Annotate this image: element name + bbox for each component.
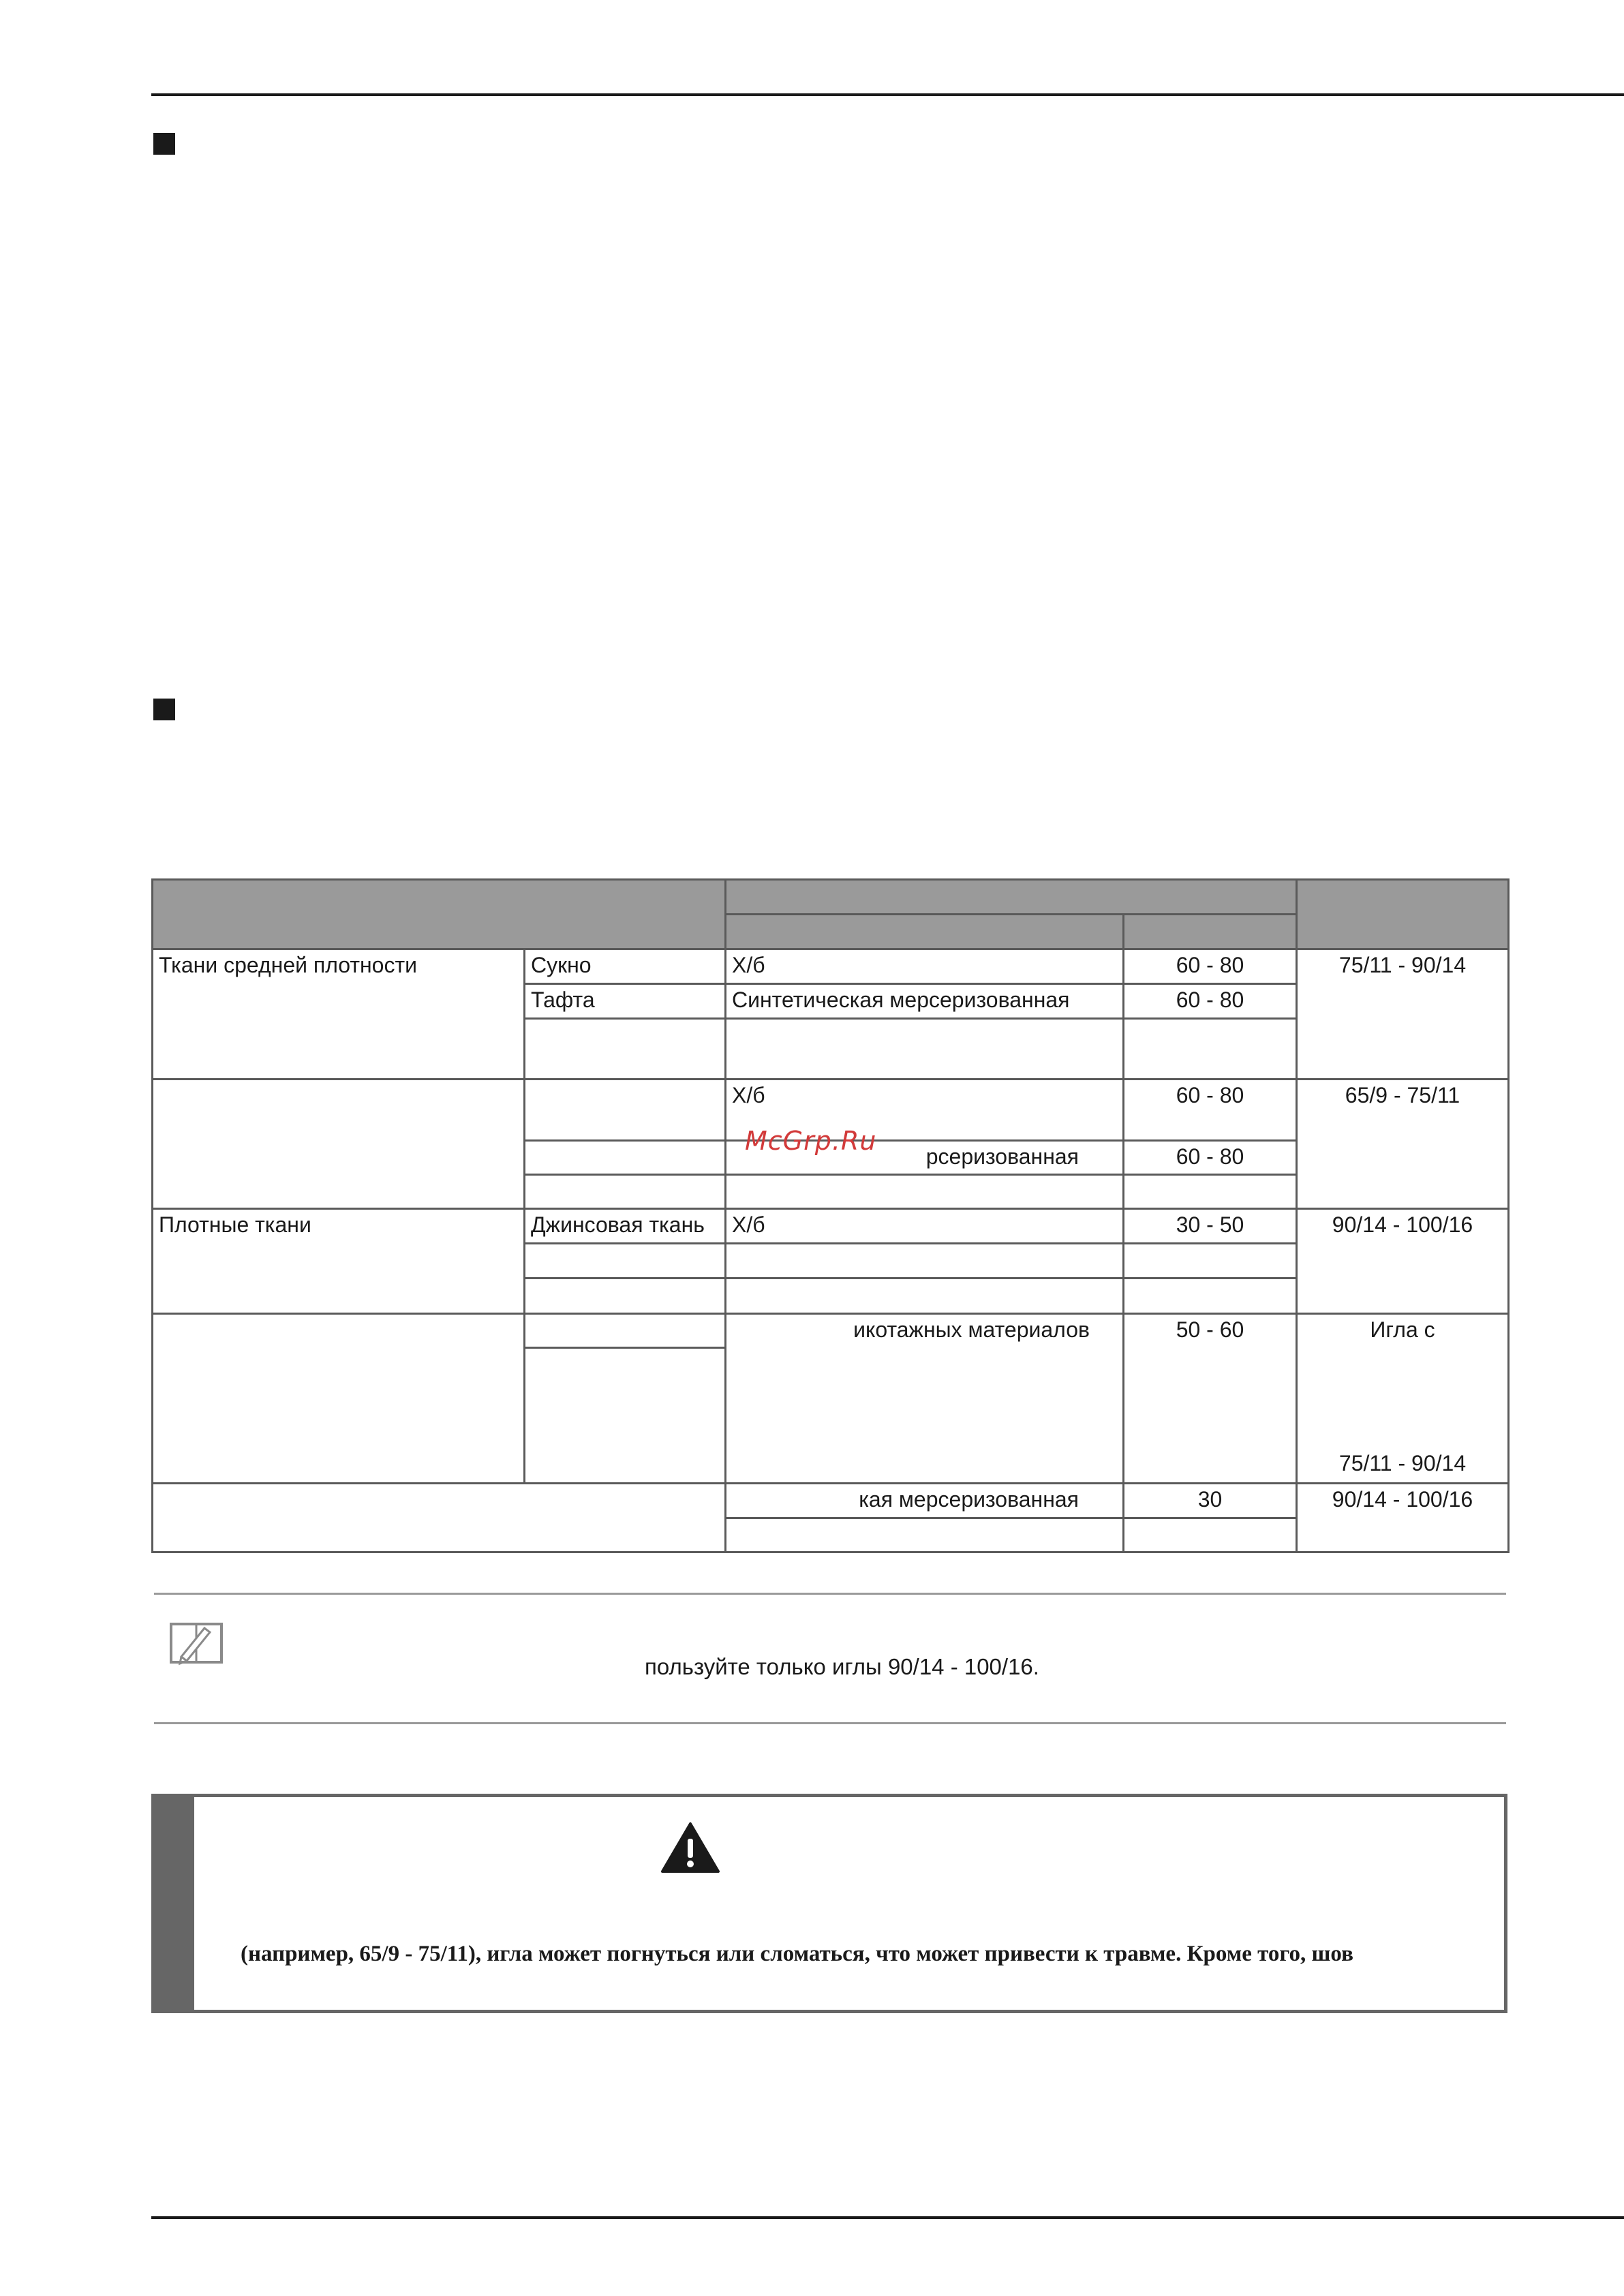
caution-side-bar (155, 1797, 194, 2010)
cell-weight: 60 - 80 (1124, 1141, 1297, 1175)
cell-thread-text: кая мерсеризованная (859, 1487, 1079, 1512)
note-bottom-rule (154, 1722, 1506, 1724)
header-needle (1297, 880, 1509, 949)
needle-thread-table (151, 878, 1510, 1553)
cell-weight (1124, 1279, 1297, 1314)
needle-top-text: Игла с (1370, 1317, 1435, 1342)
top-rule (151, 93, 1624, 96)
cell-fabric: Сукно (525, 949, 726, 984)
note-box (154, 1593, 1506, 1725)
cell-thread: Синтетическая мерсеризованная (726, 984, 1124, 1019)
cell-category (153, 1314, 525, 1484)
table-row (153, 1314, 1509, 1348)
header-fabric (153, 880, 726, 949)
watermark-text: McGrp.Ru (745, 1126, 877, 1156)
header-thread-type (726, 915, 1124, 949)
table-row (153, 949, 1509, 984)
cell-thread: Х/б (726, 1080, 1124, 1141)
cell-weight: 30 - 50 (1124, 1209, 1297, 1244)
cell-thread: Х/б (726, 949, 1124, 984)
cell-fabric (525, 1141, 726, 1175)
cell-weight: 30 (1124, 1484, 1297, 1518)
cell-category: Плотные ткани (153, 1209, 525, 1314)
cell-fabric (525, 1348, 726, 1484)
needle-bottom-text: 75/11 - 90/14 (1338, 1451, 1467, 1475)
caution-box (151, 1794, 1507, 2013)
cell-weight (1124, 1175, 1297, 1209)
cell-weight (1124, 1244, 1297, 1279)
cell-fabric (525, 1244, 726, 1279)
cell-fabric (525, 1314, 726, 1348)
note-top-rule (154, 1593, 1506, 1595)
cell-thread (726, 1019, 1124, 1080)
section-bullet-1 (153, 133, 175, 155)
cell-weight: 60 - 80 (1124, 949, 1297, 984)
cell-needle: 90/14 - 100/16 (1297, 1209, 1509, 1314)
cell-fabric: Джинсовая ткань (525, 1209, 726, 1244)
memo-pencil-icon (169, 1617, 224, 1666)
cell-weight (1124, 1518, 1297, 1552)
table-header-row (153, 880, 1509, 915)
cell-fabric: Тафта (525, 984, 726, 1019)
cell-thread-text: рсеризованная (925, 1144, 1079, 1169)
cell-category: Ткани средней плотности (153, 949, 525, 1080)
cell-thread (726, 1518, 1124, 1552)
cell-needle: 65/9 - 75/11 (1297, 1080, 1509, 1209)
cell-thread (726, 1279, 1124, 1314)
note-text: пользуйте только иглы 90/14 - 100/16. (645, 1654, 1039, 1679)
table-row (153, 1209, 1509, 1244)
cell-weight: 60 - 80 (1124, 984, 1297, 1019)
cell-weight (1124, 1019, 1297, 1080)
header-thread (726, 880, 1297, 915)
cell-thread (726, 1484, 1124, 1518)
warning-triangle-icon (660, 1821, 720, 1874)
cell-needle: 90/14 - 100/16 (1297, 1484, 1509, 1552)
cell-fabric (525, 1080, 726, 1141)
caution-text: (например, 65/9 - 75/11), игла может погнуться или сломаться, что может привести к травме. Кроме того, шов (241, 1942, 1353, 1966)
cell-needle (1297, 1314, 1509, 1484)
cell-weight: 50 - 60 (1124, 1314, 1297, 1484)
cell-thread-text: икотажных материалов (853, 1317, 1090, 1342)
cell-thread (726, 1314, 1124, 1484)
header-thread-weight (1124, 915, 1297, 949)
section-bullet-2 (153, 699, 175, 720)
cell-fabric (525, 1019, 726, 1080)
bottom-rule (151, 2216, 1624, 2219)
cell-category (153, 1484, 726, 1552)
cell-thread (726, 1244, 1124, 1279)
cell-fabric (525, 1175, 726, 1209)
table-row (153, 1484, 1509, 1518)
cell-category (153, 1080, 525, 1209)
cell-thread (726, 1175, 1124, 1209)
cell-fabric (525, 1279, 726, 1314)
cell-thread: Х/б (726, 1209, 1124, 1244)
cell-needle: 75/11 - 90/14 (1297, 949, 1509, 1080)
cell-weight: 60 - 80 (1124, 1080, 1297, 1141)
